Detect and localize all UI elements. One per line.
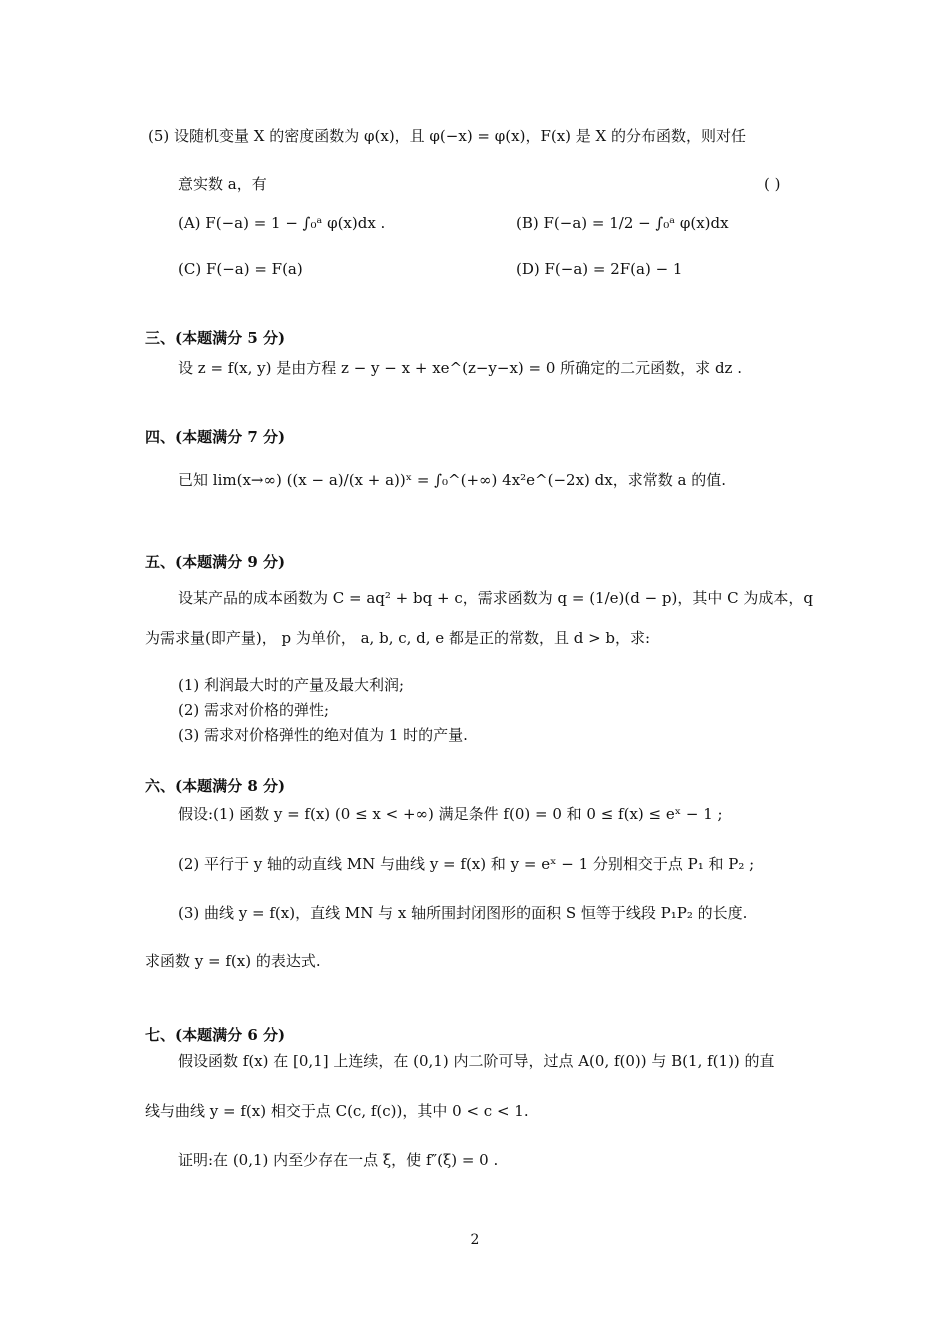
q5-answer-paren: ( ) (764, 175, 781, 193)
section-6-line3: (3) 曲线 y = f(x)，直线 MN 与 x 轴所围封闭图形的面积 S 恒等于线段 P₁P₂ 的长度. (178, 904, 748, 922)
section-7-heading: 七、(本题满分 6 分) (145, 1026, 286, 1044)
page-number: 2 (470, 1232, 480, 1248)
section-4-body: 已知 lim(x→∞) ((x − a)/(x + a))ˣ = ∫₀^(+∞) 4x²e^(−2x) dx，求常数 a 的值. (178, 471, 726, 489)
q5-option-c: (C) F(−a) = F(a) (178, 260, 303, 278)
q5-line1: (5) 设随机变量 X 的密度函数为 φ(x)，且 φ(−x) = φ(x)，F(x) 是 X 的分布函数，则对任 (148, 127, 746, 145)
section-5-line2: 为需求量(即产量)， p 为单价， a, b, c, d, e 都是正的常数，且 d > b，求: (145, 629, 651, 647)
q5-option-d: (D) F(−a) = 2F(a) − 1 (516, 260, 683, 278)
section-7-line2: 线与曲线 y = f(x) 相交于点 C(c, f(c))，其中 0 < c < 1. (145, 1102, 529, 1120)
section-3-heading: 三、(本题满分 5 分) (145, 329, 286, 347)
section-7-line3: 证明:在 (0,1) 内至少存在一点 ξ，使 f″(ξ) = 0 . (178, 1151, 499, 1169)
section-5-line1: 设某产品的成本函数为 C = aq² + bq + c，需求函数为 q = (1/e)(d − p)，其中 C 为成本，q (178, 589, 814, 607)
section-7-line1: 假设函数 f(x) 在 [0,1] 上连续，在 (0,1) 内二阶可导，过点 A(0, f(0)) 与 B(1, f(1)) 的直 (178, 1052, 775, 1070)
section-6-line4: 求函数 y = f(x) 的表达式. (145, 952, 321, 970)
q5-option-b: (B) F(−a) = 1/2 − ∫₀ᵃ φ(x)dx (516, 214, 729, 232)
section-5-item2: (2) 需求对价格的弹性; (178, 701, 330, 719)
section-6-line1: 假设:(1) 函数 y = f(x) (0 ≤ x < +∞) 满足条件 f(0) = 0 和 0 ≤ f(x) ≤ eˣ − 1 ; (178, 805, 723, 823)
section-6-heading: 六、(本题满分 8 分) (145, 777, 286, 795)
section-6-line2: (2) 平行于 y 轴的动直线 MN 与曲线 y = f(x) 和 y = eˣ − 1 分别相交于点 P₁ 和 P₂ ; (178, 855, 755, 873)
section-5-heading: 五、(本题满分 9 分) (145, 553, 286, 571)
section-5-item1: (1) 利润最大时的产量及最大利润; (178, 676, 405, 694)
section-5-item3: (3) 需求对价格弹性的绝对值为 1 时的产量. (178, 726, 468, 744)
section-4-heading: 四、(本题满分 7 分) (145, 428, 286, 446)
q5-line2: 意实数 a，有 (178, 175, 267, 193)
section-3-body: 设 z = f(x, y) 是由方程 z − y − x + xe^(z−y−x) = 0 所确定的二元函数，求 dz . (178, 359, 742, 377)
q5-option-a: (A) F(−a) = 1 − ∫₀ᵃ φ(x)dx . (178, 214, 386, 232)
